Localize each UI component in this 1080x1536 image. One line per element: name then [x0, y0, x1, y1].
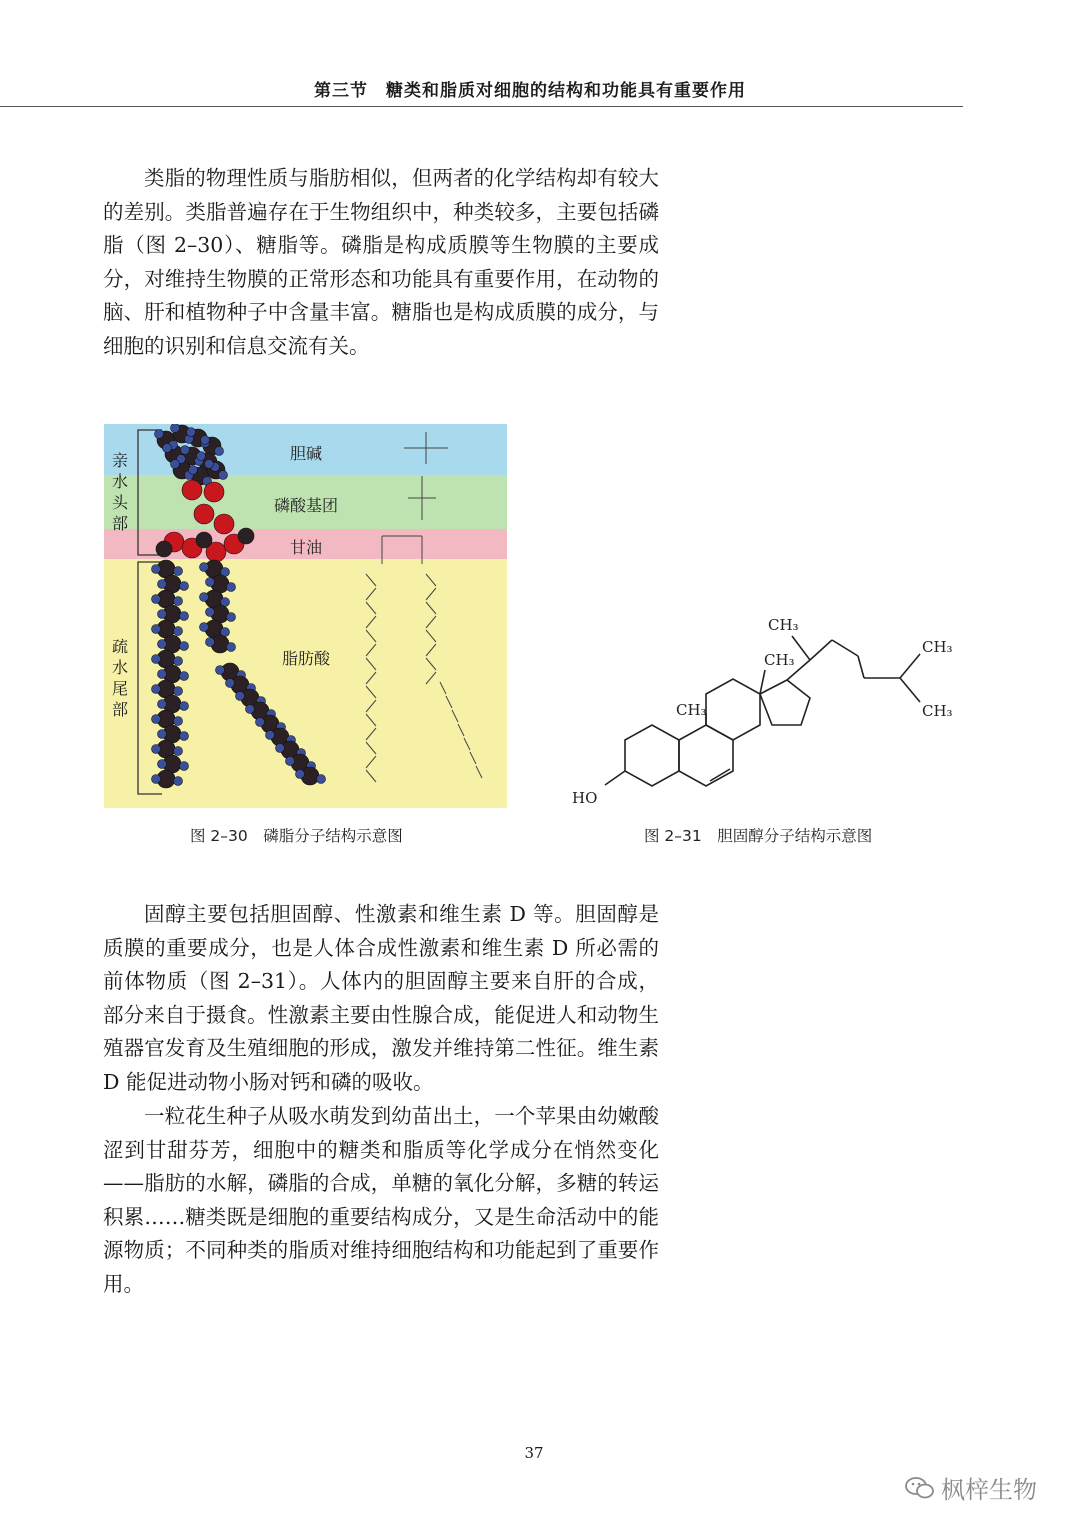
hydrogen-atom [200, 623, 209, 632]
label-fatty-acid: 脂肪酸 [282, 649, 331, 668]
label-ch3-c10: CH₃ [676, 701, 707, 719]
hydrogen-atom [158, 610, 167, 619]
oxygen-atom [204, 482, 224, 502]
hydrogen-atom [152, 715, 161, 724]
label-ho: HO [572, 789, 598, 807]
hydrogen-atom [197, 452, 206, 461]
hydrogen-atom [158, 640, 167, 649]
page-number: 37 [524, 1444, 544, 1462]
paragraph-summary: 一粒花生种子从吸水萌发到幼苗出土，一个苹果由幼嫩酸涩到甘甜芬芳，细胞中的糖类和脂质等化学成分在悄然变化——脂肪的水解，磷脂的合成，单糖的氧化分解，多糖的转运积累……糖类既是细胞的重要结构成分，又是生命活动中的能源物质；不同种类的脂质对维持细胞结构和功能起到了重要作用。 [103, 1104, 659, 1296]
hydrogen-atom [219, 471, 228, 480]
label-choline: 胆碱 [290, 444, 323, 463]
hydrogen-atom [227, 583, 236, 592]
hydrogen-atom [174, 777, 183, 786]
hydrogen-atom [152, 625, 161, 634]
oxygen-atom [194, 504, 214, 524]
hydrogen-atom [174, 567, 183, 576]
running-header: 第三节 糖类和脂质对细胞的结构和功能具有重要作用 [314, 81, 746, 101]
hydrogen-atom [317, 775, 326, 784]
figure-phospholipid [104, 424, 507, 808]
hydrogen-atom [189, 466, 198, 475]
figure-cholesterol [560, 600, 960, 820]
label-ch3-end2: CH₃ [922, 702, 953, 720]
paragraph-lipids: 类脂的物理性质与脂肪相似，但两者的化学结构却有较大的差别。类脂普遍存在于生物组织中，种类较多，主要包括磷脂（图 2–30）、糖脂等。磷脂是构成质膜等生物膜的主要成分，对维持生物膜的正常形态和功能具有重要作用，在动物的脑、肝和植物种子中含量丰富。糖脂也是构成质膜的成分，与细胞的识别和信息交流有关。 [103, 166, 659, 358]
hydrogen-atom [152, 745, 161, 754]
hydrogen-atom [158, 580, 167, 589]
hydrogen-atom [181, 446, 190, 455]
hydrogen-atom [180, 762, 189, 771]
hydrogen-atom [266, 731, 275, 740]
hydrogen-atom [180, 672, 189, 681]
hydrogen-atom [256, 718, 265, 727]
hydrogen-atom [227, 643, 236, 652]
header-rule [0, 106, 963, 107]
hydrogen-atom [163, 444, 172, 453]
hydrogen-atom [276, 744, 285, 753]
hydrogen-atom [216, 666, 225, 675]
paragraph-sterols: 固醇主要包括胆固醇、性激素和维生素 D 等。胆固醇是质膜的重要成分，也是人体合成性激素和维生素 D 所必需的前体物质（图 2–31）。人体内的胆固醇主要来自肝的合成，部分来自于摄食。性激素主要由性腺合成，能促进人和动物生殖器官发育及生殖细胞的形成，激发并维持第二性征。维生素 D 能促进动物小肠对钙和磷的吸收。 [103, 902, 659, 1094]
hydrogen-atom [158, 760, 167, 769]
hydrogen-atom [158, 730, 167, 739]
figure-caption-2-30: 图 2–30 磷脂分子结构示意图 [190, 827, 403, 845]
hydrogen-atom [158, 700, 167, 709]
figure-caption-2-31: 图 2–31 胆固醇分子结构示意图 [644, 827, 873, 845]
hydrogen-atom [180, 612, 189, 621]
oxygen-atom [214, 514, 234, 534]
hydrogen-atom [226, 679, 235, 688]
label-phosphate-group: 磷酸基团 [274, 496, 339, 515]
hydrogen-atom [174, 717, 183, 726]
hydrogen-atom [205, 460, 214, 469]
label-hydrophobic-tail: 疏水尾部 [111, 637, 128, 719]
hydrogen-atom [206, 638, 215, 647]
hydrogen-atom [152, 685, 161, 694]
hydrogen-atom [174, 657, 183, 666]
hydrogen-atom [215, 447, 224, 456]
hydrogen-atom [180, 642, 189, 651]
hydrogen-atom [200, 563, 209, 572]
hydrogen-atom [174, 627, 183, 636]
hydrogen-atom [152, 775, 161, 784]
hydrogen-atom [174, 597, 183, 606]
watermark-text: 枫梓生物 [941, 1476, 1037, 1504]
hydrogen-atom [227, 613, 236, 622]
watermark [905, 1470, 1037, 1505]
wechat-icon [905, 1476, 935, 1500]
hydrogen-atom [171, 424, 180, 433]
hydrogen-atom [187, 428, 196, 437]
hydrogen-atom [206, 608, 215, 617]
carbon-atom [196, 532, 212, 548]
hydrogen-atom [200, 593, 209, 602]
hydrogen-atom [296, 770, 305, 779]
hydrogen-atom [174, 687, 183, 696]
label-hydrophilic-head: 亲水头部 [111, 451, 128, 533]
hydrogen-atom [152, 565, 161, 574]
hydrogen-atom [152, 655, 161, 664]
phospholipid-model [104, 424, 507, 808]
carbon-atom [156, 541, 172, 557]
hydrogen-atom [180, 582, 189, 591]
hydrogen-atom [180, 732, 189, 741]
hydrogen-atom [236, 692, 245, 701]
hydrogen-atom [171, 460, 180, 469]
oxygen-atom [182, 480, 202, 500]
hydrogen-atom [152, 595, 161, 604]
label-ch3-side: CH₃ [768, 616, 799, 634]
hydrogen-atom [174, 747, 183, 756]
label-ch3-c13: CH₃ [764, 651, 795, 669]
hydrogen-atom [286, 757, 295, 766]
hydrogen-atom [201, 436, 210, 445]
label-glycerol: 甘油 [290, 538, 323, 557]
hydrogen-atom [158, 670, 167, 679]
hydrogen-atom [180, 702, 189, 711]
hydrogen-atom [206, 578, 215, 587]
hydrogen-atom [246, 705, 255, 714]
hydrogen-atom [155, 430, 164, 439]
carbon-atom [238, 528, 254, 544]
label-ch3-end1: CH₃ [922, 638, 953, 656]
